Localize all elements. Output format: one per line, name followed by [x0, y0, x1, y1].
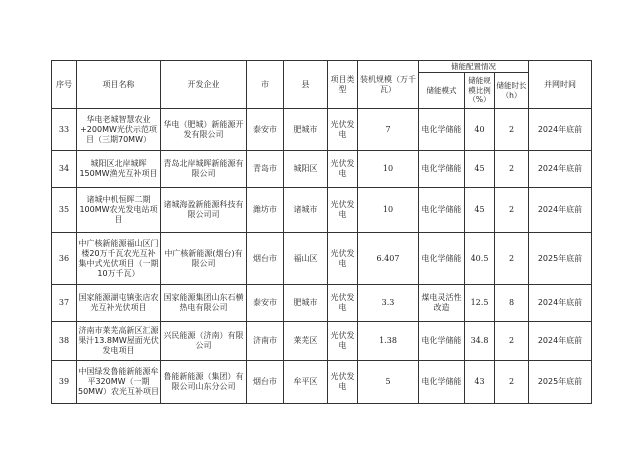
cell-capacity: 10 — [358, 151, 419, 188]
cell-city: 潍坊市 — [247, 188, 284, 233]
cell-name: 诸城中机恒晖二期100MW农光发电站项目 — [77, 188, 161, 233]
cell-company: 华电（肥城）新能源开发有限公司 — [161, 109, 247, 151]
cell-type: 光伏发电 — [328, 361, 358, 404]
cell-storage-duration: 2 — [495, 322, 529, 361]
cell-seq: 35 — [52, 188, 77, 233]
cell-storage-mode: 电化学储能 — [419, 233, 465, 285]
cell-type: 光伏发电 — [328, 285, 358, 322]
table-row — [52, 285, 592, 322]
cell-county: 肥城市 — [284, 285, 328, 322]
table-row — [52, 188, 592, 233]
cell-type: 光伏发电 — [328, 322, 358, 361]
cell-storage-mode: 电化学储能 — [419, 188, 465, 233]
cell-city: 青岛市 — [247, 151, 284, 188]
cell-name: 华电老城智慧农业+200MW光伏示范项目（三期70MW） — [77, 109, 161, 151]
cell-city: 济南市 — [247, 322, 284, 361]
cell-seq: 38 — [52, 322, 77, 361]
cell-storage-ratio: 40 — [465, 109, 495, 151]
cell-storage-duration: 2 — [495, 233, 529, 285]
cell-grid-time: 2024年底前 — [529, 109, 592, 151]
header-seq: 序号 — [52, 61, 77, 109]
cell-storage-mode: 电化学储能 — [419, 109, 465, 151]
cell-name: 中广核新能源福山区门楼20万千瓦农光互补集中式光伏项目（一期10万千瓦） — [77, 233, 161, 285]
cell-name: 国家能源湖屯镇张店农光互补光伏项目 — [77, 285, 161, 322]
cell-grid-time: 2024年底前 — [529, 285, 592, 322]
cell-storage-ratio: 40.5 — [465, 233, 495, 285]
cell-capacity: 6.407 — [358, 233, 419, 285]
cell-capacity: 7 — [358, 109, 419, 151]
cell-grid-time: 2024年底前 — [529, 188, 592, 233]
cell-capacity: 5 — [358, 361, 419, 404]
cell-storage-duration: 2 — [495, 151, 529, 188]
cell-storage-ratio: 12.5 — [465, 285, 495, 322]
cell-grid-time: 2024年底前 — [529, 322, 592, 361]
table-row — [52, 361, 592, 404]
cell-company: 鲁能新能源（集团）有限公司山东分公司 — [161, 361, 247, 404]
cell-name: 中国绿发鲁能新能源牟平320MW（一期50MW）农光互补项目 — [77, 361, 161, 404]
header-capacity: 装机规模（万千瓦） — [358, 61, 419, 109]
cell-city: 烟台市 — [247, 233, 284, 285]
cell-grid-time: 2024年底前 — [529, 151, 592, 188]
cell-storage-mode: 电化学储能 — [419, 322, 465, 361]
project-table — [51, 60, 592, 404]
cell-storage-duration: 2 — [495, 188, 529, 233]
cell-type: 光伏发电 — [328, 151, 358, 188]
cell-storage-mode: 煤电灵活性改造 — [419, 285, 465, 322]
cell-city: 泰安市 — [247, 109, 284, 151]
header-storage-ratio: 储能规模比例（%） — [465, 73, 495, 109]
cell-city: 泰安市 — [247, 285, 284, 322]
header-county: 县 — [284, 61, 328, 109]
cell-company: 中广核新能源(烟台)有限公司 — [161, 233, 247, 285]
cell-city: 烟台市 — [247, 361, 284, 404]
cell-county: 牟平区 — [284, 361, 328, 404]
cell-company: 国家能源集团山东石横热电有限公司 — [161, 285, 247, 322]
cell-storage-ratio: 45 — [465, 188, 495, 233]
cell-county: 莱芜区 — [284, 322, 328, 361]
cell-county: 城阳区 — [284, 151, 328, 188]
header-company: 开发企业 — [161, 61, 247, 109]
cell-seq: 39 — [52, 361, 77, 404]
cell-county: 诸城市 — [284, 188, 328, 233]
cell-seq: 37 — [52, 285, 77, 322]
cell-storage-ratio: 34.8 — [465, 322, 495, 361]
header-storage-group: 储能配置情况 — [419, 61, 529, 73]
table-row — [52, 151, 592, 188]
cell-grid-time: 2025年底前 — [529, 361, 592, 404]
cell-company: 青岛北岸城晖新能源有限公司 — [161, 151, 247, 188]
header-city: 市 — [247, 61, 284, 109]
cell-storage-duration: 8 — [495, 285, 529, 322]
cell-grid-time: 2025年底前 — [529, 233, 592, 285]
cell-company: 诸城海盈新能源科技有限公司司 — [161, 188, 247, 233]
cell-company: 兴民能源（济南）有限公司 — [161, 322, 247, 361]
cell-seq: 34 — [52, 151, 77, 188]
header-type: 项目类型 — [328, 61, 358, 109]
cell-name: 城阳区北岸城晖150MW渔光互补项目 — [77, 151, 161, 188]
cell-type: 光伏发电 — [328, 233, 358, 285]
table-row — [52, 322, 592, 361]
table-row — [52, 233, 592, 285]
cell-storage-mode: 电化学储能 — [419, 361, 465, 404]
header-name: 项目名称 — [77, 61, 161, 109]
cell-storage-mode: 电化学储能 — [419, 151, 465, 188]
cell-seq: 36 — [52, 233, 77, 285]
cell-type: 光伏发电 — [328, 109, 358, 151]
cell-storage-duration: 2 — [495, 361, 529, 404]
cell-type: 光伏发电 — [328, 188, 358, 233]
cell-seq: 33 — [52, 109, 77, 151]
cell-capacity: 3.3 — [358, 285, 419, 322]
cell-storage-ratio: 43 — [465, 361, 495, 404]
cell-storage-duration: 2 — [495, 109, 529, 151]
cell-county: 肥城市 — [284, 109, 328, 151]
cell-storage-ratio: 45 — [465, 151, 495, 188]
header-grid-time: 并网时间 — [529, 61, 592, 109]
cell-name: 济南市莱芜高新区汇源果汁13.8MW屋面光伏发电项目 — [77, 322, 161, 361]
cell-capacity: 1.38 — [358, 322, 419, 361]
header-storage-mode: 储能模式 — [419, 73, 465, 109]
cell-capacity: 10 — [358, 188, 419, 233]
cell-county: 福山区 — [284, 233, 328, 285]
table-row — [52, 109, 592, 151]
header-storage-duration: 储能时长（h） — [495, 73, 529, 109]
